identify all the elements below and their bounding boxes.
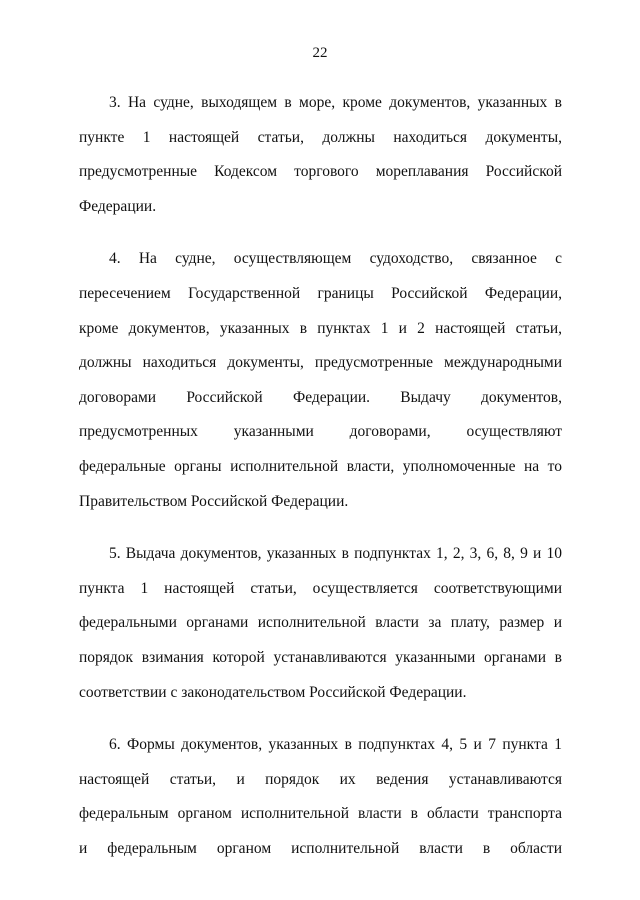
paragraph-line: федеральные органы исполнительной власти, уполномоченные на то	[79, 457, 562, 475]
paragraph-line: и федеральным органом исполнительной власти в области	[79, 839, 562, 857]
paragraph-line: федеральным органом исполнительной власти в области транспорта	[79, 805, 562, 823]
paragraph-line: предусмотренные Кодексом торгового мореплавания Российской	[79, 163, 562, 181]
paragraph-5	[79, 537, 562, 710]
paragraph-line: Федерации.	[79, 197, 157, 215]
paragraph-line: порядок взимания которой устанавливаются указанными органами в	[79, 648, 562, 666]
paragraph-line: 4. На судне, осуществляющем судоходство, связанное с	[109, 250, 562, 268]
document-body	[79, 86, 562, 884]
paragraph-line: кроме документов, указанных в пунктах 1 и 2 настоящей статьи,	[79, 319, 562, 337]
paragraph-4	[79, 242, 562, 519]
page-number: 22	[312, 45, 328, 61]
paragraph-6	[79, 728, 562, 866]
paragraph-line: федеральными органами исполнительной власти за плату, размер и	[79, 614, 562, 632]
paragraph-line: договорами Российской Федерации. Выдачу документов,	[79, 388, 562, 406]
paragraph-line: 3. На судне, выходящем в море, кроме документов, указанных в	[109, 94, 562, 111]
paragraph-line: пересечением Государственной границы Российской Федерации,	[79, 284, 562, 302]
paragraph-line: предусмотренных указанными договорами, осуществляют	[79, 423, 562, 441]
paragraph-3	[79, 86, 562, 224]
paragraph-line: настоящей статьи, и порядок их ведения устанавливаются	[79, 770, 562, 788]
paragraph-line: пункте 1 настоящей статьи, должны находиться документы,	[79, 128, 562, 146]
paragraph-line: должны находиться документы, предусмотренные международными	[79, 354, 562, 372]
paragraph-line: Правительством Российской Федерации.	[79, 492, 349, 510]
paragraph-line: соответствии с законодательством Российской Федерации.	[79, 683, 467, 701]
paragraph-line: пункта 1 настоящей статьи, осуществляется соответствующими	[79, 579, 562, 597]
paragraph-line: 6. Формы документов, указанных в подпунктах 4, 5 и 7 пункта 1	[109, 736, 562, 754]
paragraph-line: 5. Выдача документов, указанных в подпунктах 1, 2, 3, 6, 8, 9 и 10	[109, 545, 562, 563]
